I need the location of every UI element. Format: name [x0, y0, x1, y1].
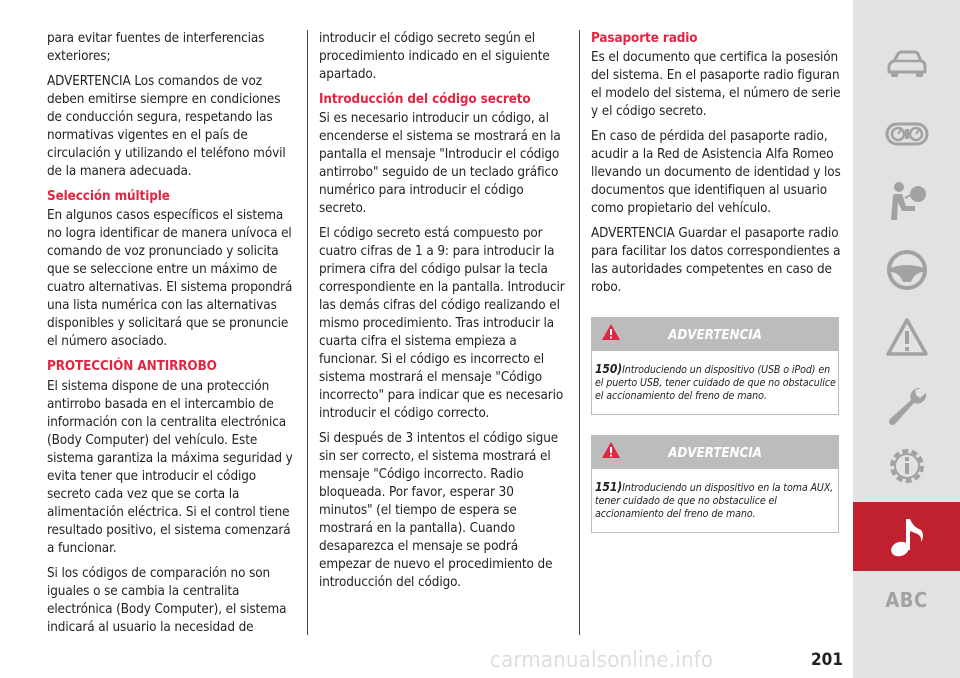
paragraph: ADVERTENCIA Guardar el pasaporte radio para facilitar los datos correspondientes a las autoridades competentes en caso de robo.	[591, 226, 841, 295]
warning-box	[591, 469, 839, 533]
warning-triangle-icon[interactable]	[885, 316, 929, 360]
paragraph: Es el documento que certifica la posesión del sistema. En el pasaporte radio figuran el modelo del sistema, el número de serie y el código secreto.	[591, 50, 841, 119]
paragraph: El sistema dispone de una protección antirrobo basada en el intercambio de información con la centralita electrónica (Body Computer) del vehículo. Este sistema garantiza la máxima seguridad y evita tener que introducir el código secreto cada vez que se corta la alimentación eléctrica. Si el control tiene resultado positivo, el sistema comenzará a funcionar.	[47, 379, 293, 556]
warning-body: Introduciendo un dispositivo en la toma AUX, tener cuidado de que no obstaculice el accionamiento del freno de mano.	[595, 482, 834, 520]
warning-title: ADVERTENCIA	[668, 328, 762, 343]
column-middle	[319, 30, 567, 599]
paragraph: Si los códigos de comparación no son iguales o se cambia la centralita electrónica (Body Computer), el sistema indicará al usuario la necesidad de	[47, 566, 287, 635]
car-icon[interactable]	[885, 44, 929, 88]
section-heading-multiple-selection: Selección múltiple	[47, 189, 170, 204]
warning-number: 151)	[595, 480, 623, 494]
music-note-icon	[887, 515, 927, 559]
sidebar-item-index[interactable]: ABC	[885, 588, 928, 612]
section-heading-radio-passport: Pasaporte radio	[591, 31, 698, 46]
column-right	[591, 30, 841, 533]
sidebar-item-multimedia[interactable]	[853, 502, 960, 571]
page-number: 201	[811, 650, 843, 670]
warning-text	[592, 481, 838, 521]
section-heading-secret-code: Introducción del código secreto	[319, 92, 531, 107]
dashboard-gauges-icon[interactable]	[885, 112, 929, 156]
warning-title: ADVERTENCIA	[668, 446, 762, 461]
steering-wheel-icon[interactable]	[885, 248, 929, 292]
paragraph: para evitar fuentes de interferencias exteriores;	[47, 31, 265, 64]
warning-number: 150)	[595, 362, 623, 376]
column-divider	[307, 30, 308, 635]
warning-box	[591, 351, 839, 415]
wrench-icon[interactable]	[885, 384, 929, 428]
paragraph: El código secreto está compuesto por cuatro cifras de 1 a 9: para introducir la primera cifra del código pulsar la tecla correspondiente en la pantalla. Introducir las demás cifras del código realizando el mismo procedimiento. Tras introducir la cuarta cifra el sistema empieza a funcionar. Si el código es incorrecto el sistema mostrará el mensaje "Código incorrecto" para indicar que es necesario introducir el código correcto.	[319, 226, 565, 421]
paragraph: En caso de pérdida del pasaporte radio, acudir a la Red de Asistencia Alfa Romeo llevando un documento de identidad y los documentos que identifiquen al usuario como propietario del vehículo.	[591, 129, 841, 216]
warning-body: Introduciendo un dispositivo (USB o iPod) en el puerto USB, tener cuidado de que no obstaculice el accionamiento del freno de mano.	[595, 364, 836, 402]
warning-header	[591, 435, 839, 469]
chapter-sidebar	[853, 0, 960, 678]
airbag-seat-icon[interactable]	[885, 180, 929, 224]
warning-text	[592, 363, 838, 403]
warning-header	[591, 317, 839, 351]
paragraph: En algunos casos específicos el sistema no logra identificar de manera unívoca el comando de voz pronunciado y solicita que se seleccione entre un máximo de cuatro alternativas. El sistema propondrá una lista numérica con las alternativas disponibles y solicitará que se pronuncie el número asociado.	[47, 208, 293, 349]
watermark: carmanualsonline.info	[490, 648, 714, 673]
service-gear-icon[interactable]	[885, 444, 929, 488]
paragraph: Si es necesario introducir un código, al encenderse el sistema se mostrará en la pantalla el mensaje "Introducir el código antirrobo" seguido de un teclado gráfico numérico para introducir el código secreto.	[319, 111, 561, 216]
section-heading-antitheft: PROTECCIÓN ANTIRROBO	[47, 359, 217, 374]
paragraph: introducir el código secreto según el procedimiento indicado en el siguiente apartado.	[319, 31, 550, 82]
column-left	[47, 30, 295, 644]
column-divider	[579, 30, 580, 635]
paragraph: ADVERTENCIA Los comandos de voz deben emitirse siempre en condiciones de conducción segura, respetando las normativas vigentes en el país de circulación y utilizando el teléfono móvil de la manera adecuada.	[47, 74, 286, 179]
paragraph: Si después de 3 intentos el código sigue sin ser correcto, el sistema mostrará el mensaje "Código incorrecto. Radio bloqueada. Por favor, esperar 30 minutos" (el tiempo de espera se mostrará en la pantalla). Cuando desaparezca el mensaje se podrá empezar de nuevo el procedimiento de introducción del código.	[319, 431, 559, 590]
